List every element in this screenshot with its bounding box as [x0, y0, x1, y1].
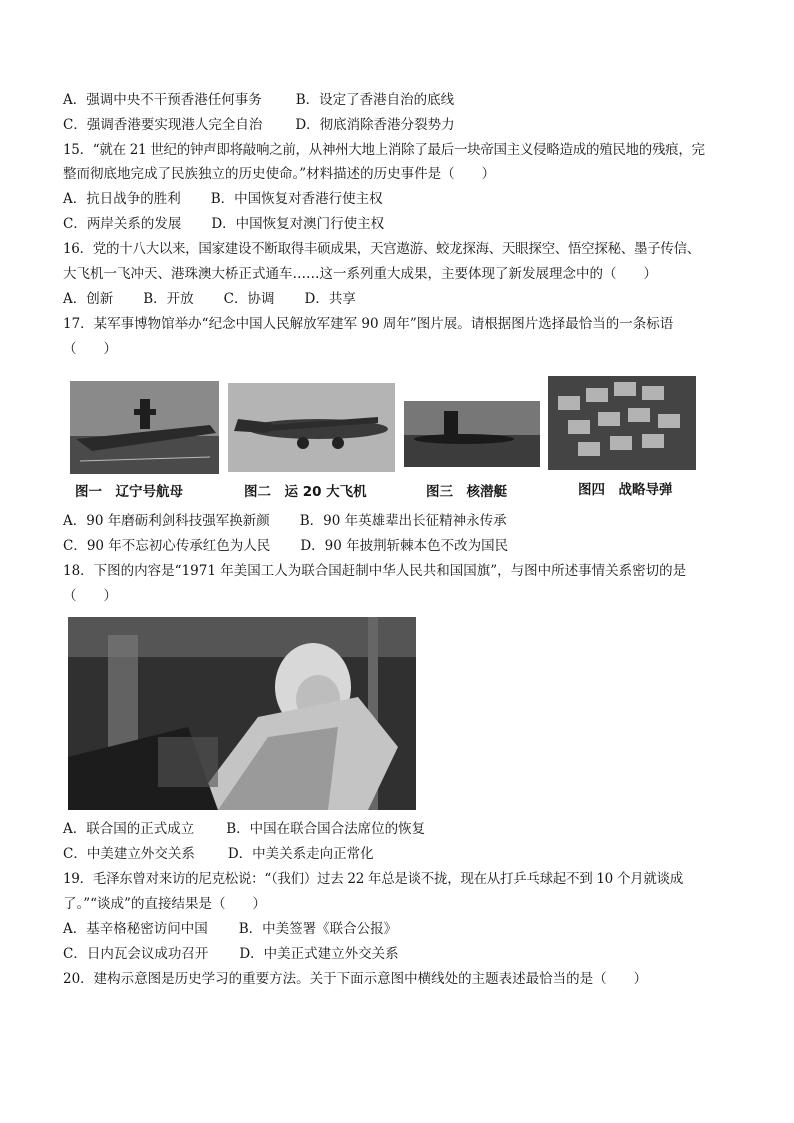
q17-options-row2	[63, 537, 508, 555]
figure4-caption: 图四 战略导弹	[578, 482, 673, 498]
q18-options-row2	[63, 845, 374, 863]
q14-options-row2	[63, 116, 455, 134]
q16-option-a: A．创新	[63, 291, 114, 307]
q18-stem-line1: 18．下图的内容是“1971 年美国工人为联合国赶制中华人民共和国国旗”，与图中所述事情关系密切的是	[63, 563, 687, 579]
q19-option-c: C．日内瓦会议成功召开	[63, 946, 209, 962]
q17-option-c: C．90 年不忘初心传承红色为人民	[63, 538, 271, 554]
q18-option-b: B．中国在联合国合法席位的恢复	[226, 821, 426, 837]
q19-option-d: D．中美正式建立外交关系	[239, 946, 399, 962]
q15-option-b: B．中国恢复对香港行使主权	[210, 191, 383, 207]
q14-option-d: D．彻底消除香港分裂势力	[295, 117, 455, 133]
q15-option-c: C．两岸关系的发展	[63, 216, 182, 232]
q17-stem-line2: （ ）	[63, 341, 117, 357]
q19-options-row2	[63, 945, 399, 963]
q16-options-row	[63, 290, 356, 308]
q17-option-d: D．90 年披荆斩棘本色不改为国民	[300, 538, 509, 554]
q15-options-row1	[63, 190, 383, 208]
q15-stem-line1: 15．“就在 21 世纪的钟声即将敲响之前，从神州大地上消除了最后一块帝国主义侵略造成的殖民地的残痕，完	[63, 142, 705, 158]
nuclear-submarine-photo	[404, 401, 540, 467]
flag-making-photo	[68, 617, 416, 810]
q19-stem-line2: 了。”“谈成”的直接结果是（ ）	[63, 896, 266, 912]
q17-options-row1	[63, 512, 507, 530]
q16-option-b: B．开放	[143, 291, 194, 307]
q19-option-a: A．基辛格秘密访问中国	[63, 921, 208, 937]
q16-option-d: D．共享	[304, 291, 356, 307]
figure3-caption: 图三 核潜艇	[426, 484, 507, 500]
q16-option-c: C．协调	[223, 291, 275, 307]
q14-option-a: A．强调中央不干预香港任何事务	[63, 92, 262, 108]
q15-option-a: A．抗日战争的胜利	[63, 191, 181, 207]
q20-stem-line1: 20．建构示意图是历史学习的重要方法。关于下面示意图中横线处的主题表述最恰当的是（ ）	[63, 971, 648, 987]
q15-options-row2	[63, 215, 384, 233]
q19-option-b: B．中美签署《联合公报》	[238, 921, 398, 937]
q19-stem-line1: 19．毛泽东曾对来访的尼克松说：“（我们）过去 22 年总是谈不拢，现在从打乒乓球起不到 10 个月就谈成	[63, 871, 683, 887]
q17-stem-line1: 17．某军事博物馆举办“纪念中国人民解放军建军 90 周年”图片展。请根据图片选择最恰当的一条标语	[63, 316, 674, 332]
q17-option-a: A．90 年磨砺利剑科技强军换新颜	[63, 513, 270, 529]
q15-stem-line2: 整而彻底地完成了民族独立的历史使命。”材料描述的历史事件是（ ）	[63, 166, 496, 182]
q16-stem-line2: 大飞机一飞冲天、港珠澳大桥正式通车……这一系列重大成果，主要体现了新发展理念中的（ ）	[63, 266, 657, 282]
q18-stem-line2: （ ）	[63, 588, 117, 604]
q18-option-d: D．中美关系走向正常化	[227, 846, 374, 862]
figure2-caption: 图二 运 20 大飞机	[244, 484, 367, 500]
q17-option-b: B．90 年英雄辈出长征精神永传承	[299, 513, 507, 529]
q18-options-row1	[63, 820, 425, 838]
strategic-missile-photo	[548, 376, 696, 470]
transport-plane-photo	[228, 383, 395, 472]
carrier-photo	[70, 381, 219, 474]
q19-options-row1	[63, 920, 397, 938]
q14-option-b: B．设定了香港自治的底线	[295, 92, 455, 108]
q18-option-c: C．中美建立外交关系	[63, 846, 195, 862]
q14-options-row1	[63, 91, 454, 109]
q16-stem-line1: 16．党的十八大以来，国家建设不断取得丰硕成果，天宫遨游、蛟龙探海、天眼探空、悟空探秘、墨子传信、	[63, 241, 700, 257]
figure1-caption: 图一 辽宁号航母	[75, 484, 183, 500]
q14-option-c: C．强调香港要实现港人完全自治	[63, 117, 263, 133]
q18-option-a: A．联合国的正式成立	[63, 821, 195, 837]
q15-option-d: D．中国恢复对澳门行使主权	[211, 216, 385, 232]
